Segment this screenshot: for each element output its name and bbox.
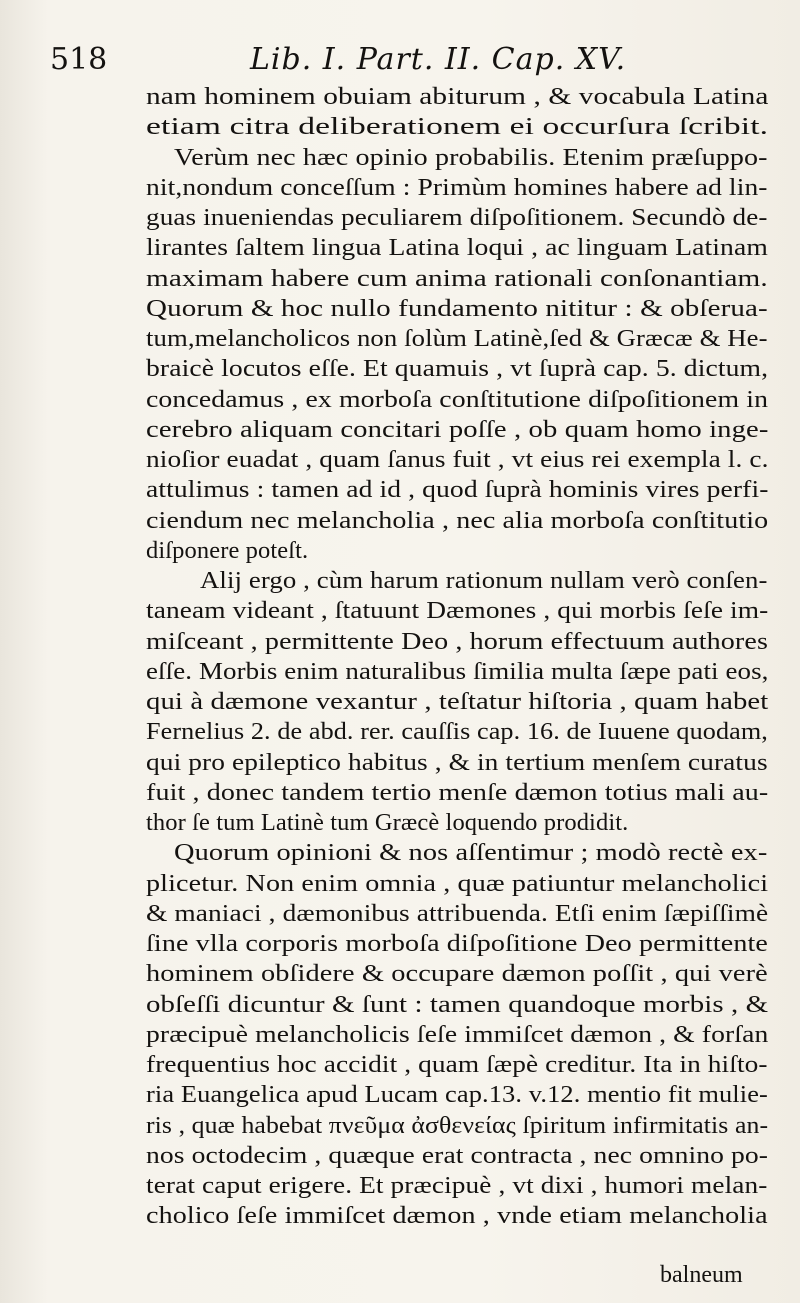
text-line: ciendum nec melancholia , nec alia morboſa conſtitutio <box>146 506 769 534</box>
text-line: frequentius hoc accidit , quam ſæpè creditur. Ita in hiſto- <box>146 1051 768 1078</box>
text-line: diſponere poteſt. <box>146 536 309 564</box>
text-line: præcipuè melancholicis ſeſe immiſcet dæmon , & forſan <box>146 1020 769 1048</box>
text-line: Verùm nec hæc opinio probabilis. Etenim præſuppo- <box>174 143 768 171</box>
text-line: cerebro aliquam concitari poſſe , ob quam homo inge- <box>146 415 769 443</box>
text-line: ris , quæ habebat πνεῦμα ἀσθενείας ſpiritum infirmitatis an- <box>146 1111 769 1139</box>
text-line: qui pro epileptico habitus , & in tertium menſem curatus <box>146 748 768 776</box>
text-line: obſeſſi dicuntur & ſunt : tamen quandoque morbis , & <box>146 990 769 1018</box>
text-line: Alij ergo , cùm harum rationum nullam verò conſen- <box>200 567 768 594</box>
text-line: & maniaci , dæmonibus attribuenda. Etſi enim ſæpiſſimè <box>146 899 769 927</box>
text-line: taneam videant , ſtatuunt Dæmones , qui morbis ſeſe im- <box>146 597 769 625</box>
catchword: balneum <box>660 1262 743 1288</box>
text-line: guas inueniendas peculiarem diſpoſitionem. Secundò de- <box>146 204 768 231</box>
text-line: hominem obſidere & occupare dæmon poſſit , qui verè <box>146 960 768 988</box>
text-line: terat caput erigere. Et præcipuè , vt dixi , humori melan- <box>146 1172 768 1199</box>
text-line: qui à dæmone vexantur , teſtatur hiſtoria , quam habet <box>146 688 769 715</box>
text-line: Quorum opinioni & nos aſſentimur ; modò rectè ex- <box>174 839 768 867</box>
text-line: plicetur. Non enim omnia , quæ patiuntur melancholici <box>146 869 769 897</box>
text-line: fuit , donec tandem tertio menſe dæmon totius mali au- <box>146 778 769 806</box>
running-title: Lib. I. Part. II. Cap. XV. <box>250 42 627 77</box>
text-line: eſſe. Morbis enim naturalibus ſimilia multa ſæpe pati eos, <box>146 657 769 685</box>
text-line: lirantes ſaltem lingua Latina loqui , ac linguam Latinam <box>146 234 768 262</box>
text-line: etiam citra deliberationem ei occurſura ſcribit. <box>146 113 769 141</box>
text-line: maximam habere cum anima rationali conſonantiam. <box>146 264 768 292</box>
text-line: Quorum & hoc nullo fundamento nititur : & obſerua- <box>146 294 768 322</box>
text-line: cholico ſeſe immiſcet dæmon , vnde etiam melancholia <box>146 1202 768 1230</box>
text-line: concedamus , ex morboſa conſtitutione diſpoſitionem in <box>146 385 769 413</box>
text-line: nioſior euadat , quam ſanus fuit , vt eius rei exempla l. c. <box>146 446 769 473</box>
text-line: attulimus : tamen ad id , quod ſuprà hominis vires perfi- <box>146 476 769 504</box>
text-line: nos octodecim , quæque erat contracta , nec omnino po- <box>146 1141 769 1169</box>
text-line: ria Euangelica apud Lucam cap.13. v.12. mentio fit mulie- <box>146 1081 768 1109</box>
text-line: ſine vlla corporis morboſa diſpoſitione Deo permittente <box>146 930 769 957</box>
page-header <box>50 38 770 88</box>
text-line: nit,nondum conceſſum : Primùm homines habere ad lin- <box>146 173 768 201</box>
text-line: Fernelius 2. de abd. rer. cauſſis cap. 16. de Iuuene quodam, <box>146 718 768 746</box>
text-line: miſceant , permittente Deo , horum effectuum authores <box>146 627 768 655</box>
text-line: braicè locutos eſſe. Et quamuis , vt ſuprà cap. 5. dictum, <box>146 355 769 383</box>
page-number: 518 <box>50 42 108 77</box>
text-line: thor ſe tum Latinè tum Græcè loquendo prodidit. <box>146 809 629 836</box>
text-line: tum,melancholicos non ſolùm Latinè,ſed & Græcæ & He- <box>146 325 768 352</box>
text-line: nam hominem obuiam abiturum , & vocabula Latina <box>146 83 769 110</box>
